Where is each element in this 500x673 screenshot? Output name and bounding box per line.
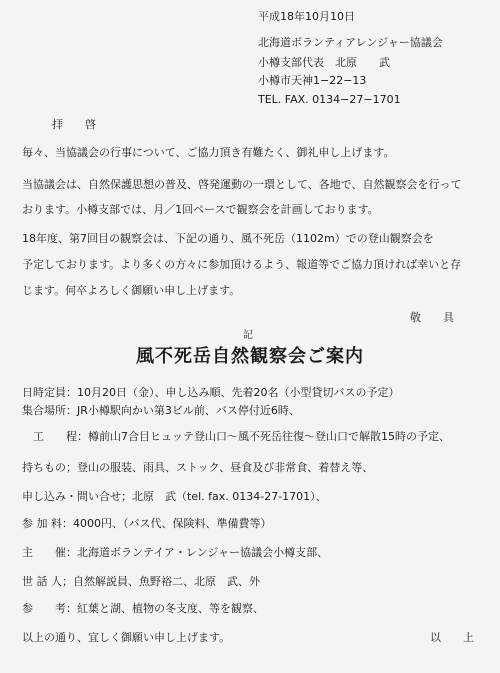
detail-label: 世 話 人； bbox=[22, 575, 73, 588]
detail-label: 日時定員： bbox=[22, 386, 77, 399]
detail-value: 4000円、（バス代、保険料、準備費等） bbox=[73, 517, 272, 530]
detail-label: 集合場所： bbox=[22, 404, 77, 417]
detail-row-date bbox=[22, 386, 400, 400]
body-line-4: 18年度、第7回目の観察会は、下記の通り、風不死岳（1102m）での登山観察会を bbox=[22, 232, 434, 245]
detail-value: 樽前山7合目ヒュッテ登山口〜風不死岳往復〜登山口で解散15時の予定、 bbox=[88, 430, 450, 443]
detail-value: JR小樽駅向かい第3ビル前、バス停付近6時、 bbox=[77, 404, 300, 417]
detail-row-items bbox=[22, 461, 373, 475]
detail-label: 申し込み・問い合せ； bbox=[22, 490, 132, 503]
detail-label: 持ちもの； bbox=[22, 461, 77, 474]
detail-value: 10月20日（金）、申し込み順、先着20名（小型貸切バスの予定） bbox=[77, 386, 400, 399]
body-line-2: 当協議会は、自然保護思想の普及、啓発運動の一環として、各地で、自然観察会を行って bbox=[22, 178, 462, 191]
detail-row-course bbox=[22, 430, 450, 444]
detail-value: 北原 武（tel. fax. 0134-27-1701）、 bbox=[132, 490, 327, 503]
detail-label: 工 程： bbox=[22, 430, 88, 443]
detail-label: 参 加 料： bbox=[22, 517, 73, 530]
detail-row-fee bbox=[22, 517, 272, 531]
detail-row-notes bbox=[22, 602, 264, 616]
ki-mark: 記 bbox=[243, 330, 253, 341]
header-org: 北海道ボランティアレンジャー協議会 bbox=[258, 36, 443, 49]
detail-value: 紅葉と湖、植物の冬支度、等を観察、 bbox=[77, 602, 264, 615]
page-title: 風不死岳自然観察会ご案内 bbox=[136, 346, 364, 367]
header-tel: TEL. FAX. 0134−27−1701 bbox=[258, 93, 401, 106]
body-line-6: じます。何卒よろしく御願い申し上げます。 bbox=[22, 284, 241, 297]
body-line-3: おります。小樽支部では、月／1回ペースで観察会を計画しております。 bbox=[22, 203, 379, 216]
detail-row-contact bbox=[22, 490, 327, 504]
header-address: 小樽市天神1−22−13 bbox=[258, 74, 367, 87]
detail-row-organizer bbox=[22, 546, 328, 560]
detail-label: 主 催： bbox=[22, 546, 77, 559]
detail-value: 自然解説員、魚野裕二、北原 武、外 bbox=[73, 575, 260, 588]
header-date: 平成18年10月10日 bbox=[258, 10, 355, 23]
header-rep: 小樽支部代表 北原 武 bbox=[258, 56, 390, 69]
detail-row-place bbox=[22, 404, 300, 418]
detail-value: 登山の服装、雨具、ストック、昼食及び非常食、着替え等、 bbox=[77, 461, 374, 474]
body-line-5: 予定しております。より多くの方々に参加頂けるよう、報道等でご協力頂ければ幸いと存 bbox=[22, 258, 462, 271]
footer-end: 以 上 bbox=[430, 631, 474, 644]
detail-row-staff bbox=[22, 575, 260, 589]
body-line-1: 毎々、当協議会の行事について、ご協力頂き有難たく、御礼申し上げます。 bbox=[22, 146, 395, 159]
detail-label: 参 考： bbox=[22, 602, 77, 615]
footer-text: 以上の通り、宜しく御願い申し上げます。 bbox=[22, 631, 231, 644]
greeting: 拝 啓 bbox=[52, 118, 96, 131]
detail-value: 北海道ボランテイア・レンジャー協議会小樽支部、 bbox=[77, 546, 329, 559]
closing: 敬 具 bbox=[410, 311, 454, 324]
